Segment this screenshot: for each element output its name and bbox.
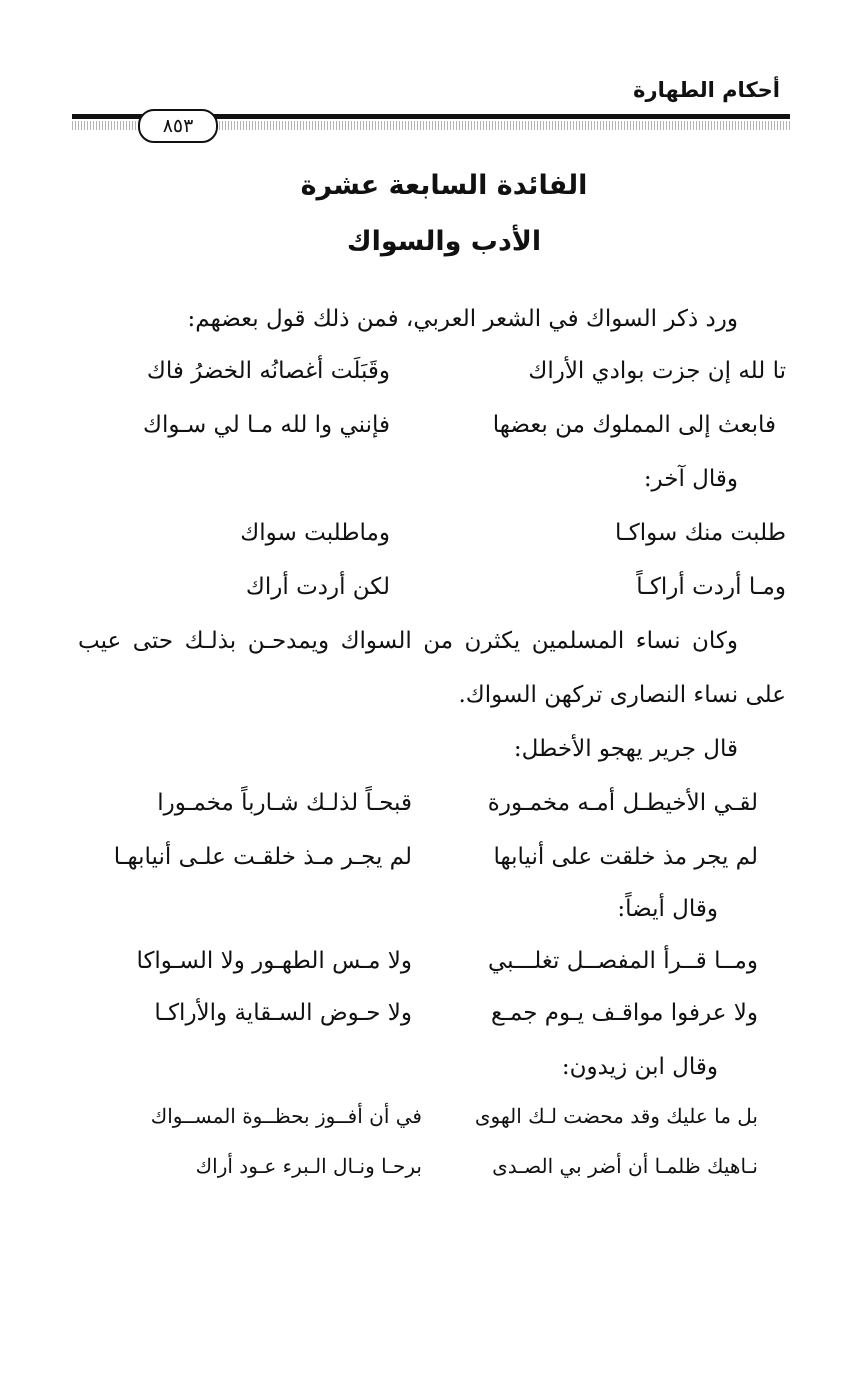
verse-hemistich-right: لم يجر مذ خلقت على أنيابها — [493, 844, 758, 870]
jarir-intro: قال جرير يهجو الأخطل: — [513, 736, 738, 762]
women-paragraph-line2: على نساء النصارى تركهن السواك. — [458, 682, 786, 708]
verse-hemistich-right: فابعث إلى المملوك من بعضها — [492, 412, 776, 438]
page-number: ٨٥٣ — [138, 109, 218, 143]
verse-hemistich-left: برحـا ونـال الـبرء عـود أراك — [195, 1154, 422, 1178]
verse-hemistich-right: طلبت منك سواكـا — [615, 520, 786, 546]
verse-hemistich-right: ولا عرفوا مواقـف يـوم جمـع — [490, 1000, 758, 1026]
verse-hemistich-right: لقـي الأخيطـل أمـه مخمـورة — [487, 790, 758, 816]
verse-hemistich-right: ومـا أردت أراكـاً — [636, 574, 786, 600]
verse-hemistich-left: فإنني وا لله مـا لي سـواك — [142, 412, 390, 438]
running-title: أحكام الطهارة — [633, 78, 780, 102]
chapter-subtitle: الأدب والسواك — [346, 226, 542, 257]
verse-hemistich-right: نـاهيك ظلمـا أن أضر بي الصـدى — [492, 1154, 758, 1178]
another-said: وقال آخر: — [643, 466, 738, 492]
verse-hemistich-left: وقَبَلَت أغصانُه الخضرُ فاك — [146, 358, 390, 384]
verse-hemistich-left: ولا مـس الطهـور ولا السـواكا — [136, 948, 412, 974]
also-said: وقال أيضاً: — [617, 896, 718, 922]
verse-hemistich-left: ولا حـوض السـقاية والأراكـا — [154, 1000, 412, 1026]
intro-paragraph: ورد ذكر السواك في الشعر العربي، فمن ذلك قول بعضهم: — [187, 306, 738, 332]
verse-hemistich-left: لم يجـر مـذ خلقـت علـى أنيابهـا — [113, 844, 412, 870]
ibn-zaydun-intro: وقال ابن زيدون: — [561, 1054, 718, 1080]
verse-hemistich-left: لكن أردت أراك — [245, 574, 390, 600]
women-paragraph-line1: وكان نساء المسلمين يكثرن من السواك ويمدحـن بذلـك حتى عيب — [78, 628, 738, 654]
verse-hemistich-right: بل ما عليك وقد محضت لـك الهوى — [474, 1104, 758, 1128]
verse-hemistich-right: ومــا قــرأ المفصــل تغلـــبي — [487, 948, 758, 974]
verse-hemistich-left: وماطلبت سواك — [240, 520, 390, 546]
chapter-title: الفائدة السابعة عشرة — [300, 170, 588, 201]
verse-hemistich-right: تا لله إن جزت بوادي الأراك — [528, 358, 786, 384]
verse-hemistich-left: قبحـاً لذلـك شـارباً مخمـورا — [157, 790, 412, 816]
verse-hemistich-left: في أن أفــوز بحظــوة المســواك — [150, 1104, 422, 1128]
